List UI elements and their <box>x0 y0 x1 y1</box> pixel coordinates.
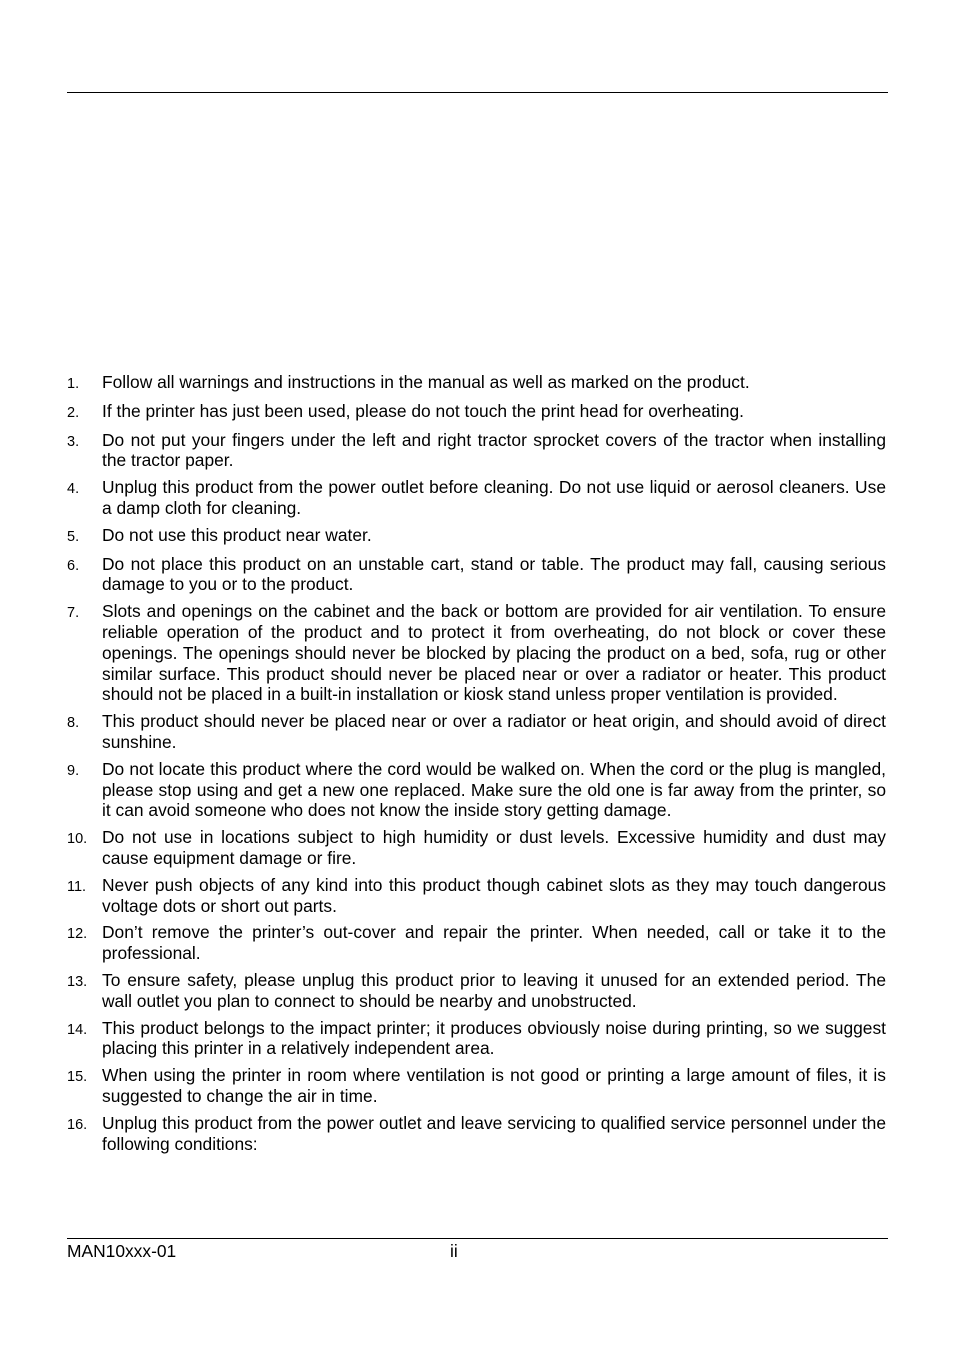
item-text: If the printer has just been used, please do not touch the print head for overheating. <box>102 400 744 421</box>
list-item <box>67 477 886 519</box>
list-item <box>67 430 886 472</box>
list-item <box>67 1065 886 1107</box>
item-number: 9. <box>67 762 80 779</box>
item-text: Do not use this product near water. <box>102 524 372 545</box>
item-number: 16. <box>67 1116 88 1133</box>
item-text: This product belongs to the impact printer; it produces obviously noise during printing, so we suggest placing this printer in a relatively independent area. <box>102 1017 886 1059</box>
item-number: 6. <box>67 557 80 574</box>
list-item <box>67 1018 886 1060</box>
list-item <box>67 970 886 1012</box>
item-text: Do not use in locations subject to high humidity or dust levels. Excessive humidity and dust may cause equipment damage or fire. <box>102 827 886 868</box>
list-item <box>67 1113 886 1155</box>
item-number: 10. <box>67 831 88 848</box>
item-number: 14. <box>67 1021 88 1038</box>
item-text: When using the printer in room where ventilation is not good or printing a large amount of files, it is suggested to change the air in time. <box>102 1065 886 1106</box>
list-item <box>67 601 886 705</box>
item-number: 12. <box>67 926 88 943</box>
item-text: Do not put your fingers under the left and right tractor sprocket covers of the tractor when installing the tractor paper. <box>102 429 886 471</box>
item-number: 1. <box>67 376 80 392</box>
item-number: 5. <box>67 528 80 545</box>
list-item <box>67 875 886 917</box>
item-text: Unplug this product from the power outlet and leave servicing to qualified service personnel under the following conditions: <box>102 1112 886 1154</box>
list-item <box>67 827 886 869</box>
list-item <box>67 401 886 424</box>
footer-page-number: ii <box>450 1241 458 1261</box>
item-number: 7. <box>67 605 80 622</box>
list-item <box>67 711 886 753</box>
list-item <box>67 759 886 821</box>
item-text: Slots and openings on the cabinet and the back or bottom are provided for air ventilation. To ensure reliable operation of the product and to protect it from overheating, do not block or cover these openings. The openings should never be blocked by placing the product on a bed, sofa, rug or other similar surface. This product should never be placed near or over a radiator or heater. This product should not be placed in a built-in installation or kiosk stand unless proper ventilation is provided. <box>102 601 886 705</box>
item-number: 15. <box>67 1069 88 1086</box>
item-text: Never push objects of any kind into this product though cabinet slots as they may touch dangerous voltage dots or short out parts. <box>102 874 886 916</box>
list-item <box>67 372 886 395</box>
item-text: To ensure safety, please unplug this product prior to leaving it unused for an extended period. The wall outlet you plan to connect to should be nearby and unobstructed. <box>102 969 886 1011</box>
list-item <box>67 525 886 548</box>
item-number: 11. <box>67 878 87 895</box>
item-number: 4. <box>67 481 80 498</box>
item-text: Follow all warnings and instructions in the manual as well as marked on the product. <box>102 372 750 392</box>
safety-instructions-list <box>67 372 886 1160</box>
list-item <box>67 922 886 964</box>
item-number: 2. <box>67 404 80 421</box>
list-item <box>67 554 886 596</box>
item-text: This product should never be placed near or over a radiator or heat origin, and should avoid of direct sunshine. <box>102 711 886 752</box>
item-text: Don’t remove the printer’s out-cover and repair the printer. When needed, call or take it to the professional. <box>102 922 886 964</box>
header-rule <box>67 92 888 93</box>
item-number: 13. <box>67 973 88 990</box>
item-text: Unplug this product from the power outlet before cleaning. Do not use liquid or aerosol cleaners. Use a damp cloth for cleaning. <box>102 477 886 518</box>
item-text: Do not place this product on an unstable cart, stand or table. The product may fall, causing serious damage to you or to the product. <box>102 553 886 595</box>
footer-doc-code: MAN10xxx-01 <box>67 1241 177 1261</box>
item-number: 3. <box>67 433 80 450</box>
item-number: 8. <box>67 715 80 732</box>
item-text: Do not locate this product where the cord would be walked on. When the cord or the plug is mangled, please stop using and get a new one replaced. Make sure the old one is far away from the printer, so it can avoid someone who does not know the inside story getting damage. <box>102 758 886 821</box>
footer-rule <box>67 1238 888 1239</box>
